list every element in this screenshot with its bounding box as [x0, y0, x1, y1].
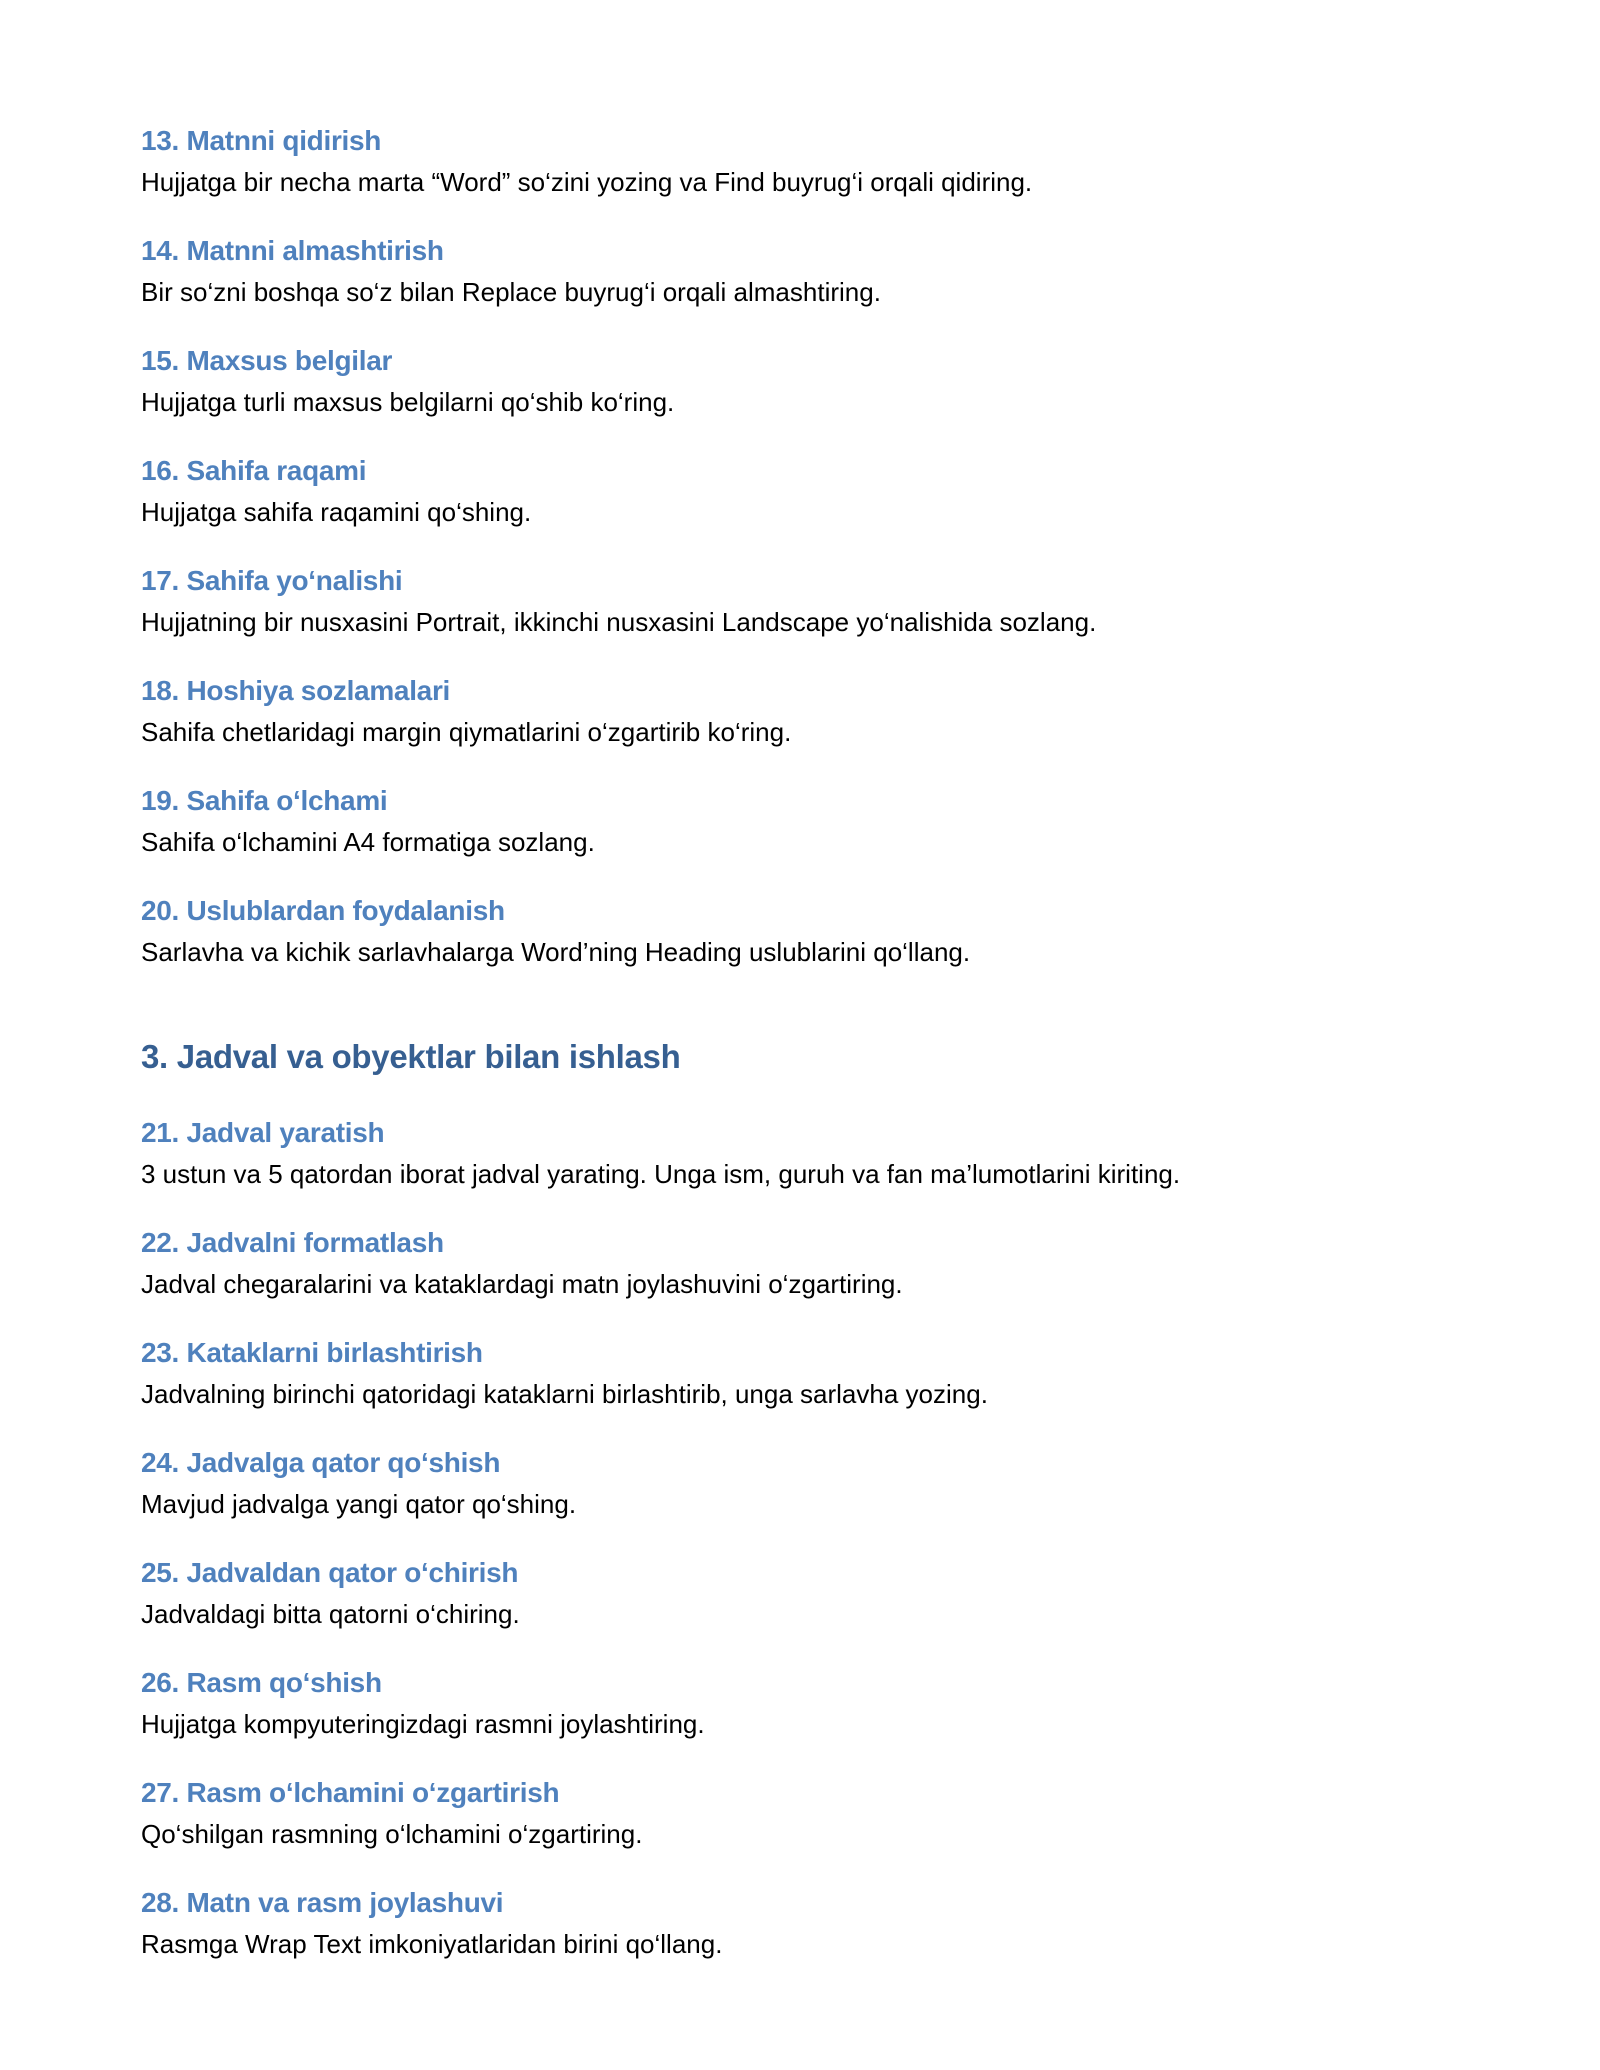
task-heading: 27. Rasm o‘lchamini o‘zgartirish [141, 1777, 560, 1808]
task-heading: 21. Jadval yaratish [141, 1117, 385, 1148]
task-18 [141, 668, 1461, 750]
task-heading: 14. Matnni almashtirish [141, 235, 444, 266]
task-text: Bir so‘zni boshqa so‘z bilan Replace buyrug‘i orqali almashtiring. [141, 277, 881, 307]
task-21 [141, 1110, 1461, 1192]
task-text: Jadvaldagi bitta qatorni o‘chiring. [141, 1599, 520, 1629]
task-heading: 24. Jadvalga qator qo‘shish [141, 1447, 501, 1478]
task-text: Sarlavha va kichik sarlavhalarga Word’ning Heading uslublarini qo‘llang. [141, 937, 971, 967]
task-heading: 15. Maxsus belgilar [141, 345, 393, 376]
task-16 [141, 448, 1461, 530]
task-27 [141, 1770, 1461, 1852]
task-text: Hujjatga sahifa raqamini qo‘shing. [141, 497, 532, 527]
task-heading: 26. Rasm qo‘shish [141, 1667, 382, 1698]
task-14 [141, 228, 1461, 310]
task-23 [141, 1330, 1461, 1412]
task-heading: 19. Sahifa o‘lchami [141, 785, 388, 816]
task-19 [141, 778, 1461, 860]
section-heading: 3. Jadval va obyektlar bilan ishlash [141, 1038, 681, 1075]
task-20 [141, 888, 1461, 970]
task-text: Hujjatning bir nusxasini Portrait, ikkinchi nusxasini Landscape yo‘nalishida sozlang. [141, 607, 1097, 637]
task-heading: 20. Uslublardan foydalanish [141, 895, 505, 926]
task-heading: 17. Sahifa yo‘nalishi [141, 565, 403, 596]
task-heading: 13. Matnni qidirish [141, 125, 382, 156]
task-text: Hujjatga bir necha marta “Word” so‘zini yozing va Find buyrug‘i orqali qidiring. [141, 167, 1033, 197]
task-heading: 25. Jadvaldan qator o‘chirish [141, 1557, 519, 1588]
task-24 [141, 1440, 1461, 1522]
task-heading: 22. Jadvalni formatlash [141, 1227, 444, 1258]
task-heading: 16. Sahifa raqami [141, 455, 367, 486]
task-text: 3 ustun va 5 qatordan iborat jadval yarating. Unga ism, guruh va fan ma’lumotlarini kiriting. [141, 1159, 1181, 1189]
task-text: Sahifa chetlaridagi margin qiymatlarini o‘zgartirib ko‘ring. [141, 717, 792, 747]
task-text: Jadval chegaralarini va kataklardagi matn joylashuvini o‘zgartiring. [141, 1269, 903, 1299]
task-heading: 18. Hoshiya sozlamalari [141, 675, 451, 706]
task-22 [141, 1220, 1461, 1302]
task-25 [141, 1550, 1461, 1632]
task-17 [141, 558, 1461, 640]
document-page [141, 118, 1461, 1990]
task-13 [141, 118, 1461, 200]
task-26 [141, 1660, 1461, 1742]
task-heading: 23. Kataklarni birlashtirish [141, 1337, 483, 1368]
task-28 [141, 1880, 1461, 1962]
task-text: Rasmga Wrap Text imkoniyatlaridan birini qo‘llang. [141, 1929, 723, 1959]
task-text: Jadvalning birinchi qatoridagi kataklarni birlashtirib, unga sarlavha yozing. [141, 1379, 988, 1409]
task-text: Hujjatga turli maxsus belgilarni qo‘shib ko‘ring. [141, 387, 675, 417]
task-text: Qo‘shilgan rasmning o‘lchamini o‘zgartiring. [141, 1819, 643, 1849]
task-text: Mavjud jadvalga yangi qator qo‘shing. [141, 1489, 577, 1519]
task-text: Hujjatga kompyuteringizdagi rasmni joylashtiring. [141, 1709, 705, 1739]
task-15 [141, 338, 1461, 420]
task-text: Sahifa o‘lchamini A4 formatiga sozlang. [141, 827, 595, 857]
task-heading: 28. Matn va rasm joylashuvi [141, 1887, 504, 1918]
